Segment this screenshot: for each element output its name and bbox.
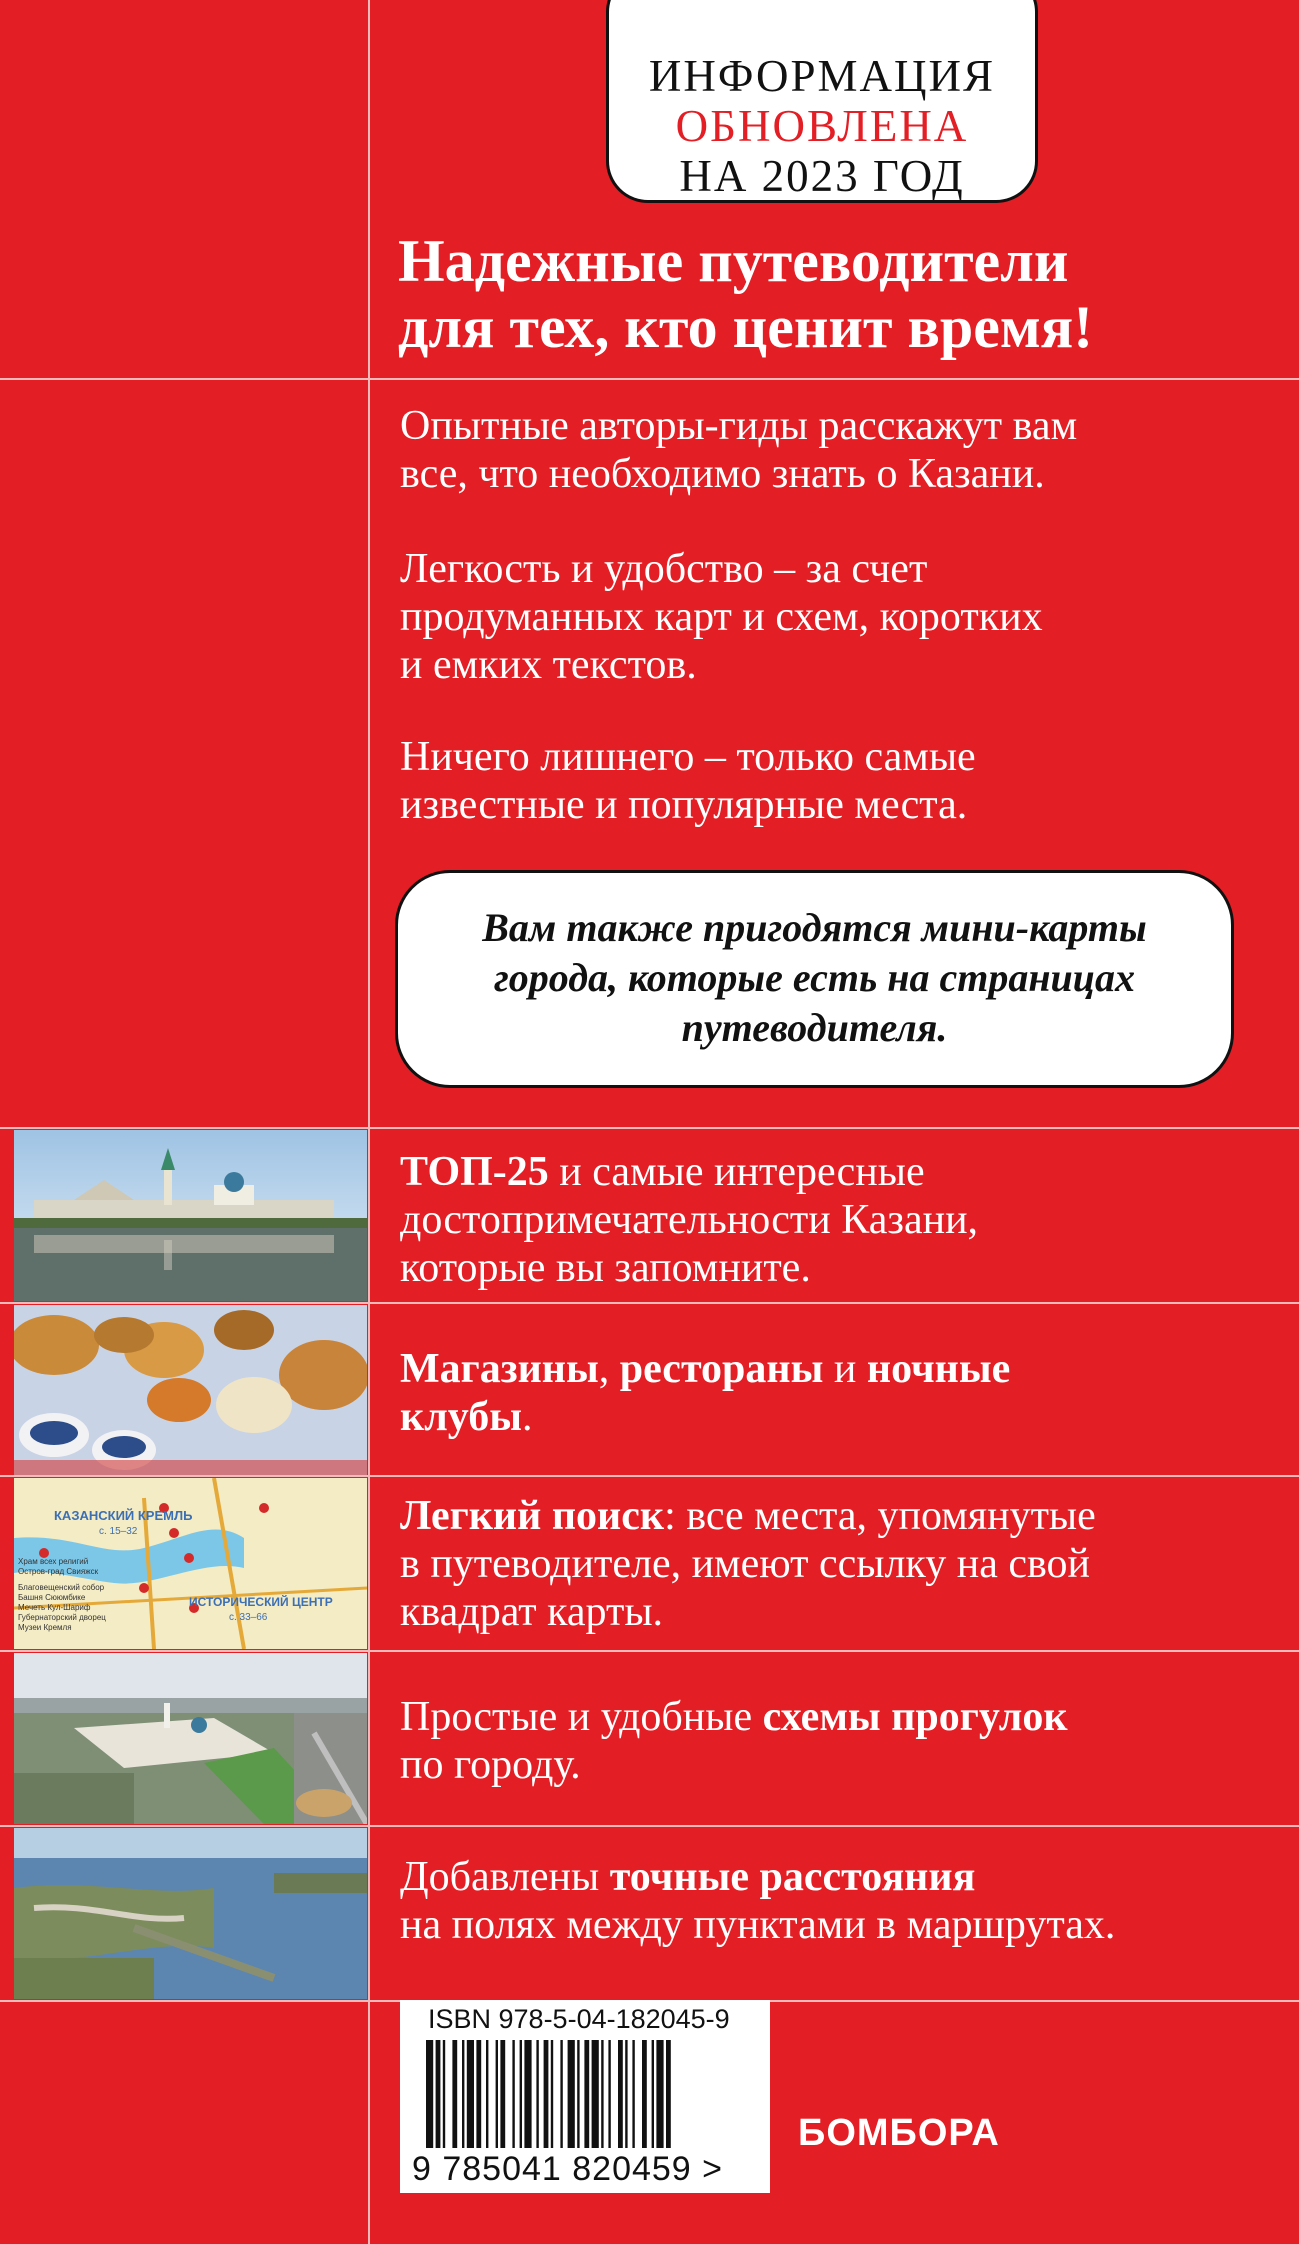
feature-bold: Магазины bbox=[400, 1346, 599, 1392]
isbn-barcode bbox=[400, 2000, 770, 2193]
feature-bold: ночные bbox=[866, 1346, 1011, 1392]
paragraph-line: все, что необходимо знать о Казани. bbox=[400, 451, 1045, 497]
map-place: Остров-град Свияжск bbox=[18, 1567, 99, 1576]
map-place: Губернаторский дворец bbox=[18, 1613, 106, 1622]
barcode-bar bbox=[524, 2040, 531, 2148]
feature-top25 bbox=[400, 1148, 1280, 1292]
divider-4 bbox=[0, 1475, 1299, 1477]
paragraph-authors bbox=[400, 402, 1280, 498]
paragraph-line: Опытные авторы-гиды расскажут вам bbox=[400, 403, 1078, 449]
vertical-divider bbox=[368, 0, 370, 2244]
barcode-bar bbox=[462, 2040, 464, 2148]
barcode-bar bbox=[652, 2040, 654, 2148]
feature-line: по городу. bbox=[400, 1742, 581, 1788]
feature-text: Добавлены bbox=[400, 1854, 610, 1900]
feature-distances bbox=[400, 1853, 1280, 1949]
divider-1 bbox=[0, 378, 1299, 380]
feature-line: которые вы запомните. bbox=[400, 1245, 811, 1291]
barcode-bar bbox=[632, 2040, 634, 2148]
barcode-bar bbox=[544, 2040, 549, 2148]
barcode-bar bbox=[666, 2040, 671, 2148]
aerial-river-photo bbox=[14, 1828, 367, 1999]
map-place: Благовещенский собор bbox=[18, 1583, 105, 1592]
map-place: Музеи Кремля bbox=[18, 1623, 72, 1632]
barcode-bar bbox=[496, 2040, 498, 2148]
feature-text: : все места, упомянутые bbox=[664, 1493, 1096, 1539]
map-label-center-pages: с. 33–66 bbox=[229, 1612, 268, 1623]
map-label-kremlin: КАЗАНСКИЙ КРЕМЛЬ bbox=[54, 1508, 193, 1523]
feature-text: , bbox=[598, 1346, 620, 1392]
feature-walks bbox=[400, 1693, 1280, 1789]
barcode-bar bbox=[452, 2040, 457, 2148]
barcode-bar bbox=[601, 2040, 603, 2148]
feature-line: квадрат карты. bbox=[400, 1589, 664, 1635]
headline bbox=[398, 228, 1278, 360]
barcode-bar bbox=[608, 2040, 610, 2148]
barcode-bar bbox=[656, 2040, 663, 2148]
badge-line-1: ИНФОРМАЦИЯ bbox=[648, 51, 996, 101]
map-place: Башня Сююмбике bbox=[18, 1593, 86, 1602]
aerial-city-photo bbox=[14, 1653, 367, 1824]
barcode-bar bbox=[512, 2040, 514, 2148]
barcode-bar bbox=[551, 2040, 553, 2148]
barcode-bar bbox=[592, 2040, 599, 2148]
note-line-2: города, которые есть на страницах bbox=[493, 955, 1136, 1000]
paragraph-line: Легкость и удобство – за счет bbox=[400, 546, 928, 592]
barcode-bar bbox=[436, 2040, 441, 2148]
badge-line-2: ОБНОВЛЕНА bbox=[675, 101, 969, 151]
feature-bold: точные расстояния bbox=[609, 1854, 976, 1900]
barcode-bar bbox=[642, 2040, 647, 2148]
divider-2 bbox=[0, 1127, 1299, 1129]
barcode-bar bbox=[520, 2040, 522, 2148]
paragraph-line: Ничего лишнего – только самые bbox=[400, 734, 976, 780]
isbn-number: ISBN 978-5-04-182045-9 bbox=[428, 2004, 730, 2034]
paragraph-line: и емких текстов. bbox=[400, 642, 697, 688]
update-badge bbox=[606, 0, 1038, 203]
note-line-1: Вам также пригодятся мини-карты bbox=[482, 905, 1147, 950]
barcode-bar bbox=[486, 2040, 488, 2148]
barcode-bar bbox=[536, 2040, 538, 2148]
barcode-bars bbox=[426, 2040, 746, 2148]
divider-6 bbox=[0, 1825, 1299, 1827]
feature-bold: ТОП-25 bbox=[400, 1149, 549, 1195]
barcode-digits: 9 785041 820459 > bbox=[412, 2150, 724, 2188]
divider-5 bbox=[0, 1650, 1299, 1652]
feature-line: в путеводителе, имеют ссылку на свой bbox=[400, 1541, 1091, 1587]
headline-line-1: Надежные путеводители bbox=[398, 228, 1069, 294]
map-label-center: ИСТОРИЧЕСКИЙ ЦЕНТР bbox=[189, 1595, 333, 1609]
feature-bold: рестораны bbox=[619, 1346, 824, 1392]
paragraph-line: известные и популярные места. bbox=[400, 782, 968, 828]
barcode-bar bbox=[568, 2040, 575, 2148]
feature-text: Простые и удобные bbox=[400, 1694, 763, 1740]
barcode-bar bbox=[625, 2040, 627, 2148]
map-label-kremlin-pages: с. 15–32 bbox=[99, 1526, 138, 1537]
paragraph-line: продуманных карт и схем, коротких bbox=[400, 594, 1043, 640]
paragraph-nothing-extra bbox=[400, 733, 1280, 829]
feature-line: на полях между пунктами в маршрутах. bbox=[400, 1902, 1116, 1948]
feature-bold: схемы прогулок bbox=[762, 1694, 1068, 1740]
barcode-bar bbox=[560, 2040, 562, 2148]
feature-shops bbox=[400, 1345, 1280, 1441]
barcode-bar bbox=[500, 2040, 505, 2148]
feature-line: достопримечательности Казани, bbox=[400, 1197, 979, 1243]
barcode-bar bbox=[584, 2040, 589, 2148]
barcode-bar bbox=[577, 2040, 579, 2148]
feature-text: . bbox=[522, 1394, 533, 1440]
feature-text: и bbox=[823, 1346, 867, 1392]
headline-line-2: для тех, кто ценит время! bbox=[398, 294, 1094, 360]
barcode-bar bbox=[467, 2040, 474, 2148]
feature-bold: Легкий поиск bbox=[400, 1493, 665, 1539]
feature-bold: клубы bbox=[400, 1394, 523, 1440]
map-place: Храм всех религий bbox=[18, 1557, 89, 1566]
feature-text: и самые интересные bbox=[548, 1149, 925, 1195]
barcode-bar bbox=[426, 2040, 433, 2148]
feature-search bbox=[400, 1492, 1280, 1636]
city-map bbox=[14, 1478, 367, 1649]
note-line-3: путеводителя. bbox=[681, 1005, 948, 1050]
paragraph-ease bbox=[400, 545, 1280, 689]
divider-3 bbox=[0, 1302, 1299, 1304]
map-place: Мечеть Кул-Шариф bbox=[18, 1603, 91, 1612]
barcode-bar bbox=[618, 2040, 623, 2148]
barcode-bar bbox=[443, 2040, 445, 2148]
food-photo bbox=[14, 1305, 367, 1475]
publisher-logo: БОМБОРА bbox=[798, 2112, 1000, 2154]
badge-line-3: НА 2023 ГОД bbox=[679, 151, 965, 201]
kremlin-photo bbox=[14, 1130, 367, 1301]
mini-maps-note bbox=[395, 870, 1234, 1088]
barcode-bar bbox=[476, 2040, 481, 2148]
